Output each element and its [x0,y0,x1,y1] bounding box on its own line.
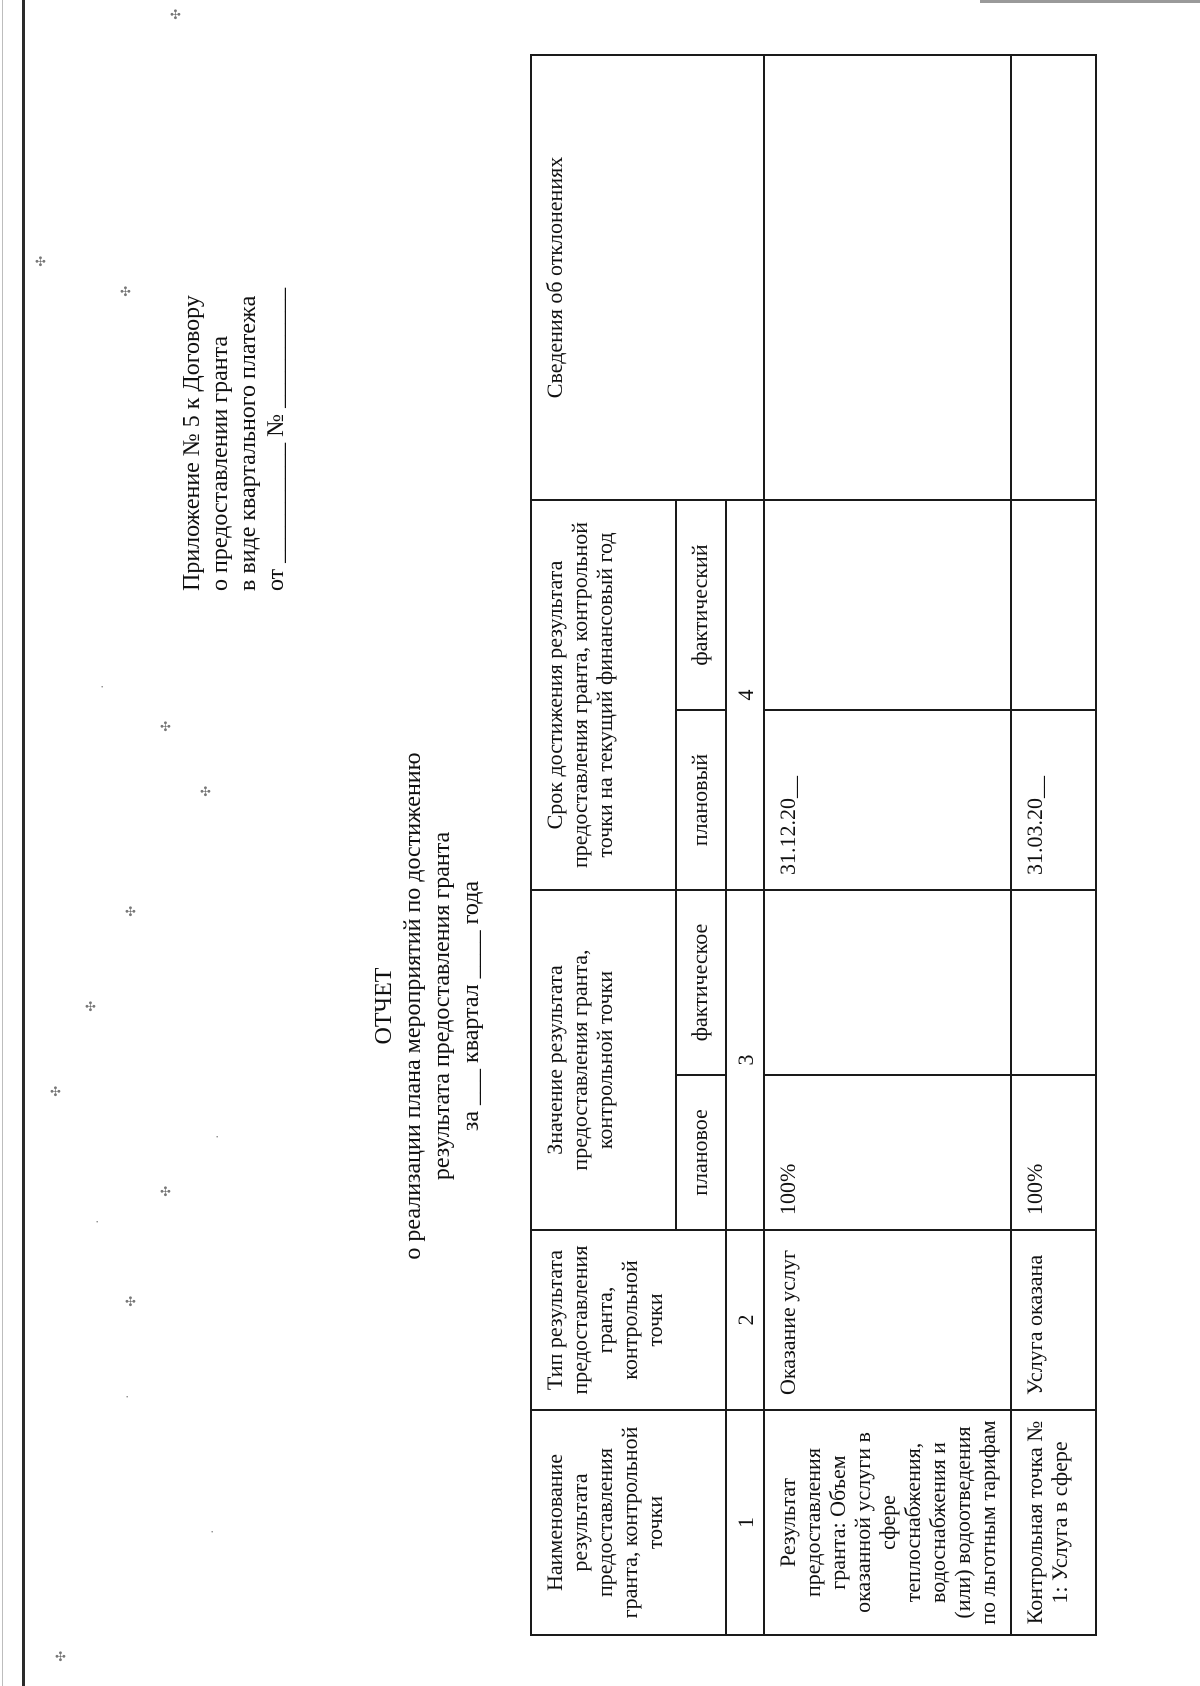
appendix-line: в виде квартального платежа [235,295,261,591]
row-deadline-planned: 31.12.20__ [764,710,1011,890]
appendix-line: от __________ № __________ [263,287,289,591]
appendix-reference [178,261,290,591]
subheader-deadline-planned: плановый [676,710,726,890]
subheader-value-actual: фактическое [676,890,726,1075]
scan-speck: ✣ [85,999,96,1014]
scan-speck: ✣ [200,784,211,799]
header-value: Значение результата предоставления гранта, контрольной точки [531,890,676,1230]
report-subtitle-line: результата предоставления гранта [429,831,455,1181]
scan-speck: · [210,1524,215,1539]
report-period-line: за ___ квартал ____ года [458,880,484,1132]
header-type: Тип результата предоставления гранта, контрольной точки [531,1230,726,1410]
table-row [1011,55,1096,1635]
report-subtitle-line: о реализации плана мероприятий по достижению [400,752,426,1260]
table-header-row [531,55,676,1635]
table-row [764,55,1011,1635]
appendix-line: о предоставлении гранта [207,335,233,591]
report-table [530,54,1097,1636]
subheader-value-planned: плановое [676,1075,726,1230]
row-deviations [1011,55,1096,500]
scan-speck: · [95,1214,100,1229]
scan-speck: · [215,1129,220,1144]
column-number: 4 [726,500,764,890]
row-value-actual [764,890,1011,1075]
scan-speck: ✣ [125,904,136,919]
scan-speck: ✣ [50,1084,61,1099]
column-number: 3 [726,890,764,1230]
scan-speck: ✣ [55,1649,66,1664]
row-name: Контрольная точка № 1: Услуга в сфере [1011,1410,1096,1635]
row-value-planned: 100% [1011,1075,1096,1230]
header-deadline: Срок достижения результата предоставления гранта, контрольной точки на текущий финансовый год [531,500,676,890]
column-number: 1 [726,1410,764,1635]
row-value-actual [1011,890,1096,1075]
row-deadline-planned: 31.03.20__ [1011,710,1096,890]
row-deadline-actual [764,500,1011,710]
scan-speck: · [100,679,105,694]
header-deviations: Сведения об отклонениях [531,55,764,500]
header-name: Наименование результата предоставления гранта, контрольной точки [531,1410,726,1635]
scan-speck: ✣ [120,284,131,299]
scan-speck: ✣ [160,719,171,734]
appendix-line: Приложение № 5 к Договору [179,295,205,591]
report-title-block [370,506,486,1506]
row-value-planned: 100% [764,1075,1011,1230]
scan-speck: ✣ [160,1184,171,1199]
row-deadline-actual [1011,500,1096,710]
report-title: ОТЧЕТ [371,967,397,1045]
scan-speck: ✣ [35,254,46,269]
scan-speck: ✣ [170,7,181,22]
row-type: Услуга оказана [1011,1230,1096,1410]
row-deviations [764,55,1011,500]
row-name: Результат предоставления гранта: Объем оказанной услуги в сфере теплоснабжения, водоснабжения и (или) водоотведения по льготным тарифам [764,1410,1011,1635]
column-number: 2 [726,1230,764,1410]
row-type: Оказание услуг [764,1230,1011,1410]
scan-speck: ✣ [125,1294,136,1309]
scan-speck: · [125,1389,130,1404]
subheader-deadline-actual: фактический [676,500,726,710]
